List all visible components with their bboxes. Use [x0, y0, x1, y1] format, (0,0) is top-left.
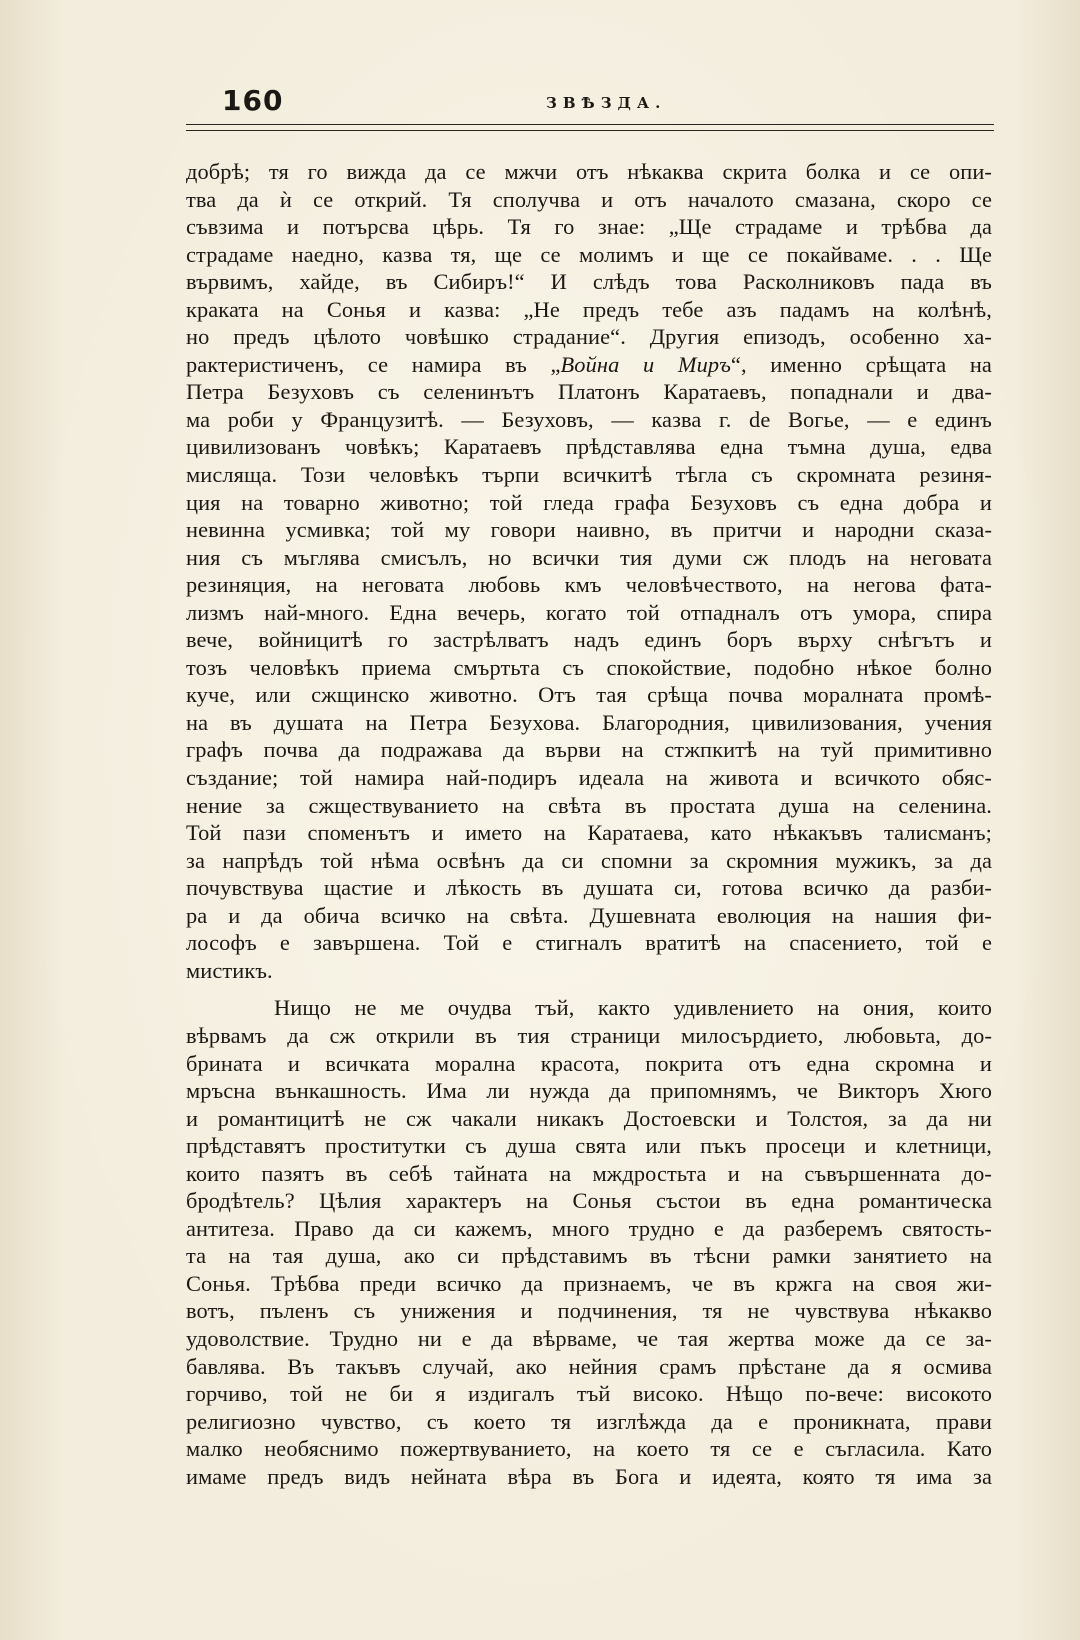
text-line: имаме предъ видъ нейната вѣра въ Бога и идеята, която тя има за	[186, 1463, 992, 1489]
text-line: вече, войницитѣ го застрѣлватъ надъ единъ боръ върху снѣгътъ и	[186, 627, 992, 653]
paragraph-gap	[186, 984, 992, 994]
text-line: почувствува щастие и лѣкость въ душата си, готова всичко да разби-	[186, 875, 992, 901]
page-number: 160	[222, 84, 284, 117]
text-line: малко необяснимо пожертвуванието, на което тя се е съгласила. Като	[186, 1436, 992, 1462]
text-line: тозъ человѣкъ приема смъртьта съ спокойствие, подобно нѣкое болно	[186, 654, 992, 680]
text-line: религиозно чувство, съ което тя изглѣжда да е проникната, прави	[186, 1408, 992, 1434]
text-line: Сонья. Трѣбва преди всичко да признаемъ, че въ кржга на своя жи-	[186, 1270, 992, 1296]
text-line: куче, или сжщинско животно. Отъ тая срѣща почва моралната промѣ-	[186, 682, 992, 708]
text-line: но предъ цѣлото човѣшко страдание“. Другия епизодъ, особенно ха-	[186, 324, 992, 350]
text-line: мръсна вънкашность. Има ли нужда да припомнямъ, че Викторъ Хюго	[186, 1078, 992, 1104]
paragraph-2	[186, 994, 992, 1490]
text-line: антитеза. Право да си кажемъ, много трудно е да разберемъ святость-	[186, 1215, 992, 1241]
text-line: лософъ е завършена. Той е стигналъ вратитѣ на спасението, той е	[186, 930, 992, 956]
text-line: невинна усмивка; той му говори наивно, въ притчи и народни сказа-	[186, 517, 992, 543]
text-line: и романтицитѣ не сж чакали никакъ Достоевски и Толстоя, за да ни	[186, 1105, 992, 1131]
text-line: горчиво, той не би я издигалъ тъй високо. Нѣщо по-вече: високото	[186, 1381, 992, 1407]
text-line: удоволствие. Трудно ни е да вѣрваме, че тая жертва може да се за-	[186, 1325, 992, 1351]
text-line: добрѣ; тя го вижда да се мжчи отъ нѣкаква скрита болка и се опи-	[186, 159, 992, 184]
text-line: графъ почва да подражава да върви на стжпкитѣ на туй примитивно	[186, 737, 992, 763]
text-line: вѣрвамъ да сж открили въ тия страници милосърдието, любовьта, до-	[186, 1022, 992, 1048]
header-rule	[186, 124, 994, 131]
text-line: мисляща. Този человѣкъ търпи всичкитѣ тѣгла съ скромната резиня-	[186, 462, 992, 488]
text-line: рактеристиченъ, се намира въ „Война и Миръ“, именно срѣщата на	[186, 351, 992, 377]
text-line: ция на товарно животно; той гледа графа Безуховъ съ една добра и	[186, 489, 992, 515]
text-line: ния съ мъглява смисълъ, но всички тия думи сж плодъ на неговата	[186, 544, 992, 570]
text-line: прѣдставятъ проститутки съ душа свята или пъкъ просеци и клетници,	[186, 1133, 992, 1159]
body-text	[186, 158, 992, 1490]
text-line: съвзима и потърсва цѣрь. Тя го знае: „Ще страдаме и трѣбва да	[186, 214, 992, 240]
text-line: на въ душата на Петра Безухова. Благородния, цивилизования, учения	[186, 709, 992, 735]
book-title-italic: Война и Миръ	[560, 351, 731, 377]
text-line: страдаме наедно, казва тя, ще се молимъ и ще се покайваме. . . Ще	[186, 241, 992, 267]
text-line: вотъ, пъленъ съ унижения и подчинения, тя не чувствува нѣкакво	[186, 1298, 992, 1324]
text-line: бродѣтель? Цѣлия характеръ на Сонья състои въ една романтическа	[186, 1188, 992, 1214]
text-line: вървимъ, хайде, въ Сибиръ!“ И слѣдъ това Расколниковъ пада въ	[186, 269, 992, 295]
text-line: краката на Сонья и казва: „Не предъ тебе азъ падамъ на колѣнѣ,	[186, 296, 992, 322]
text-line: цивилизованъ човѣкъ; Каратаевъ прѣдставлява една тъмна душа, едва	[186, 434, 992, 460]
text-line: тва да ѝ се открий. Тя сполучва и отъ началото смазана, скоро се	[186, 186, 992, 212]
page-header	[186, 80, 994, 128]
running-title: ЗВѢЗДА.	[546, 94, 667, 112]
paragraph-1	[186, 158, 992, 984]
text-line: Петра Безуховъ съ селенинътъ Платонъ Каратаевъ, попаднали и два-	[186, 379, 992, 405]
text-line: Той пази споменътъ и името на Каратаева, като нѣкакъвъ талисманъ;	[186, 820, 992, 846]
text-line: брината и всичката морална красота, покрита отъ една скромна и	[186, 1050, 992, 1076]
text-line: ра и да обича всичко на свѣта. Душевната еволюция на нашия фи-	[186, 902, 992, 928]
text-line: за напрѣдъ той нѣма освѣнъ да си спомни за скромния мужикъ, за да	[186, 847, 992, 873]
text-line: бавлява. Въ такъвъ случай, ако нейния срамъ прѣстане да я осмива	[186, 1353, 992, 1379]
text-line: Нищо не ме очудва тъй, както удивлението на ония, които	[274, 995, 992, 1021]
text-line: резиняция, на неговата любовь кмъ человѣчеството, на негова фата-	[186, 572, 992, 598]
text-line: ма роби у Французитѣ. — Безуховъ, — казва г. de Вогье, — е единъ	[186, 406, 992, 432]
text-line: лизмъ най-много. Една вечерь, когато той отпадналъ отъ умора, спира	[186, 599, 992, 625]
text-line: създание; той намира най-подиръ идеала на живота и всичкото обяс-	[186, 765, 992, 791]
text-line: нение за сжществуванието на свѣта въ простата душа на селенина.	[186, 792, 992, 818]
text-line: та на тая душа, ако си прѣдставимъ въ тѣсни рамки занятието на	[186, 1243, 992, 1269]
text-line: които пазятъ въ себѣ тайната на мждростьта и на съвършенната до-	[186, 1160, 992, 1186]
text-line: мистикъ.	[186, 957, 273, 983]
